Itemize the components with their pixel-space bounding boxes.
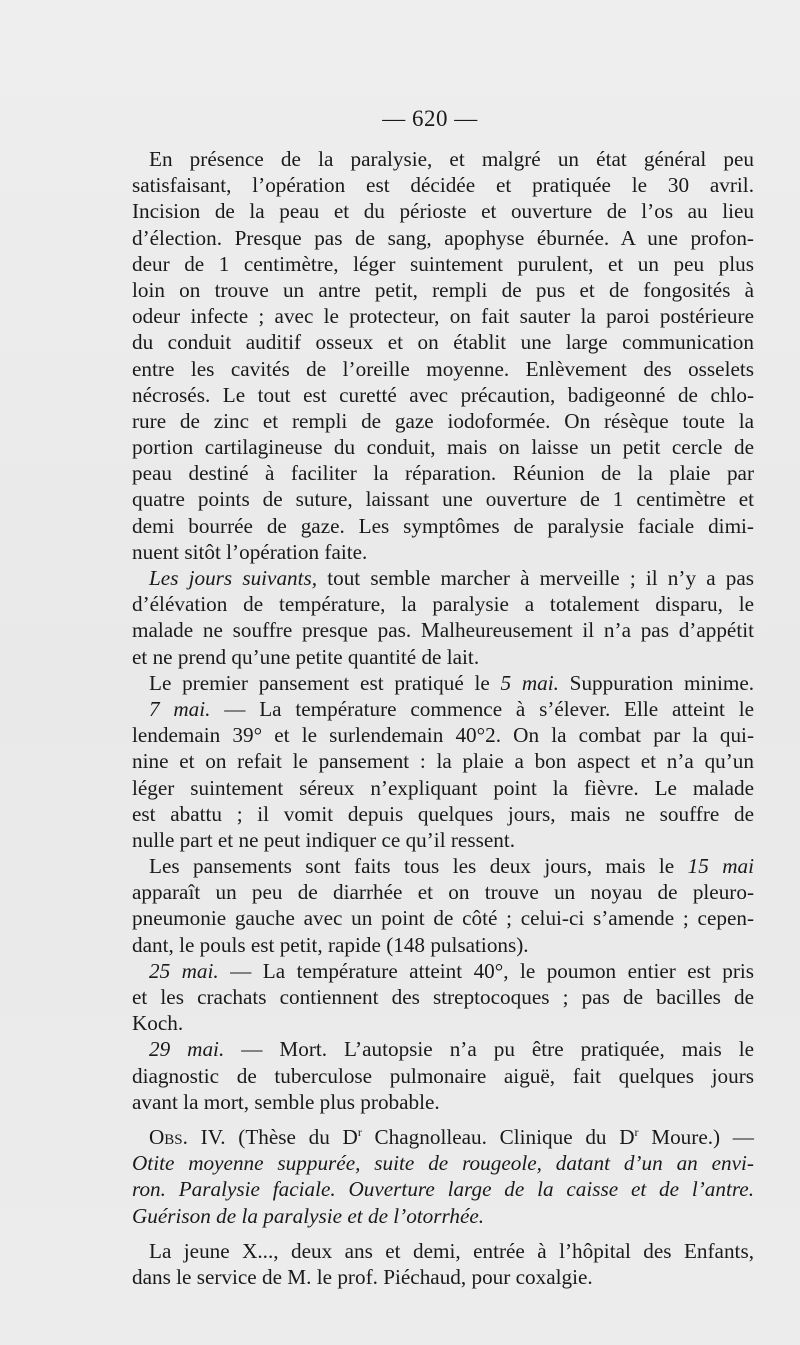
observation-summary-line: Guérison de la paralysie et de l’otorrhée. [132, 1203, 485, 1228]
paragraph-line: portion cartilagineuse du conduit, mais on laisse un petit cercle de [132, 435, 754, 460]
paragraph-line: léger suintement séreux n’expliquant point la fièvre. Le malade [132, 775, 754, 800]
paragraph-line: quatre points de suture, laissant une ouverture de 1 centimètre et [132, 487, 754, 512]
paragraph-line: pneumonie gauche avec un point de côté ; celui-ci s’amende ; cepen- [132, 906, 754, 931]
paragraph-line: nécrosés. Le tout est curetté avec précaution, badigeonné de chlo- [132, 382, 754, 407]
paragraph-line: 7 mai. — La température commence à s’élever. Elle atteint le [149, 696, 755, 721]
observation-title-line: Obs. IV. (Thèse du $D^r$ Chagnolleau. Clinique du $D^r$ Moure.) — [149, 1124, 754, 1149]
paragraph-line: deur de 1 centimètre, léger suintement purulent, et un peu plus [132, 251, 754, 276]
paragraph-line: avant la mort, semble plus probable. [132, 1089, 440, 1114]
paragraph-line: dans le service de M. le prof. Piéchaud, pour coxalgie. [132, 1264, 593, 1289]
paragraph-line: peau destiné à faciliter la réparation. Réunion de la plaie par [132, 461, 754, 486]
paragraph-line: 25 mai. — La température atteint 40°, le poumon entier est pris [149, 958, 755, 983]
paragraph-line: demi bourrée de gaze. Les symptômes de paralysie faciale dimi- [132, 513, 754, 538]
paragraph-line: nuent sitôt l’opération faite. [132, 539, 368, 564]
paragraph-line: et les crachats contiennent des streptocoques ; pas de bacilles de [132, 985, 754, 1009]
observation-summary-line: Otite moyenne suppurée, suite de rougeole, datant d’un an envi- [132, 1151, 754, 1176]
observation-heading [132, 1124, 754, 1229]
page-number: — 620 — [382, 106, 478, 131]
case-narrative [132, 146, 754, 1115]
paragraph-line: Koch. [132, 1011, 184, 1036]
paragraph-line: rure de zinc et rempli de gaze iodoformée. On résèque toute la [132, 408, 754, 433]
paragraph-line: et ne prend qu’une petite quantité de lait. [132, 644, 480, 669]
paragraph-line: odeur infecte ; avec le protecteur, on fait sauter la paroi postérieure [132, 304, 754, 329]
observation-label: Obs. IV. [149, 1124, 226, 1149]
paragraph-line: apparaît un peu de diarrhée et on trouve un noyau de pleuro- [132, 880, 754, 905]
paragraph-line: Le premier pansement est pratiqué le 5 mai. Suppuration minime. [149, 670, 755, 695]
observation-body [132, 1238, 754, 1290]
paragraph-line: Les jours suivants, tout semble marcher à merveille ; il n’y a pas [149, 566, 755, 590]
paragraph-line: La jeune X..., deux ans et demi, entrée à l’hôpital des Enfants, [149, 1238, 754, 1263]
paragraph-line: Les pansements sont faits tous les deux jours, mais le 15 mai [149, 854, 754, 879]
paragraph-line: Incision de la peau et du périoste et ouverture de l’os au lieu [132, 199, 754, 224]
paragraph-line: En présence de la paralysie, et malgré un état général peu [149, 147, 754, 171]
paragraph-line: diagnostic de tuberculose pulmonaire aiguë, fait quelques jours [132, 1063, 754, 1088]
paragraph-line: est abattu ; il vomit depuis quelques jours, mais ne souffre de [132, 801, 754, 826]
paragraph-line: lendemain 39° et le surlendemain 40°2. On la combat par la qui- [132, 723, 754, 748]
observation-summary-line: ron. Paralysie faciale. Ouverture large de la caisse et de l’antre. [132, 1177, 754, 1202]
paragraph-line: d’élévation de température, la paralysie a totalement disparu, le [132, 592, 754, 617]
paragraph-line: 29 mai. — Mort. L’autopsie n’a pu être pratiquée, mais le [149, 1037, 755, 1062]
paragraph-line: du conduit auditif osseux et on établit une large communication [132, 330, 754, 355]
paragraph-line: entre les cavités de l’oreille moyenne. Enlèvement des osselets [132, 356, 754, 381]
paragraph-line: dant, le pouls est petit, rapide (148 pulsations). [132, 932, 529, 957]
paragraph-line: loin on trouve un antre petit, rempli de pus et de fongosités à [132, 277, 754, 302]
body-text [132, 146, 754, 1290]
paragraph-line: malade ne souffre presque pas. Malheureusement il n’a pas d’appétit [132, 618, 754, 643]
paragraph-line: satisfaisant, l’opération est décidée et pratiquée le 30 avril. [132, 173, 754, 198]
paragraph-line: d’élection. Presque pas de sang, apophyse éburnée. A une profon- [132, 225, 754, 250]
paragraph-line: nine et on refait le pansement : la plaie a bon aspect et n’a qu’un [132, 749, 754, 774]
paragraph-line: nulle part et ne peut indiquer ce qu’il ressent. [132, 827, 516, 852]
